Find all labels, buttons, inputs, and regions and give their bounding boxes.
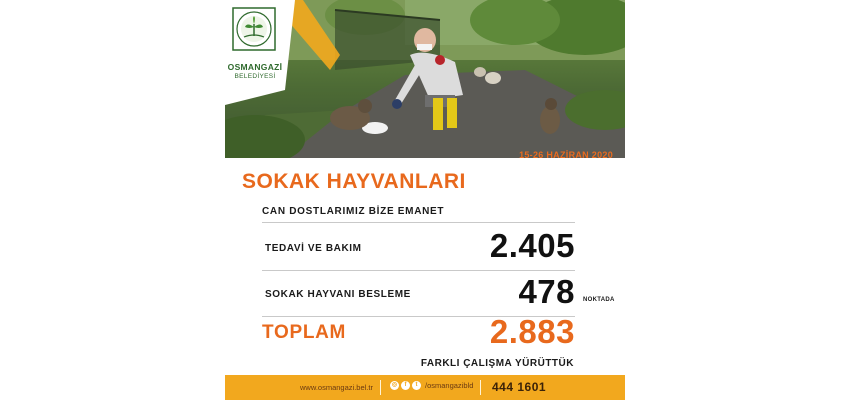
- street-scene-photo: [225, 0, 625, 158]
- date-range: 15-26 HAZİRAN 2020: [519, 150, 613, 160]
- divider: [480, 380, 481, 395]
- footer-bar: [225, 375, 625, 400]
- stat-label-feeding: SOKAK HAYVANI BESLEME: [265, 289, 411, 300]
- logo-line1: OSMANGAZİ: [227, 62, 283, 72]
- logo-line2: BELEDİYESİ: [234, 73, 276, 80]
- header-photo: [225, 0, 625, 158]
- twitter-icon[interactable]: t: [412, 381, 421, 390]
- infographic-card: [225, 0, 625, 400]
- total-label: TOPLAM: [262, 322, 347, 343]
- stat-unit-feeding: NOKTADA: [583, 297, 615, 303]
- social-handle[interactable]: /osmangazibld: [425, 381, 474, 390]
- stat-value-treatment: 2.405: [489, 227, 575, 264]
- facebook-icon[interactable]: f: [401, 381, 410, 390]
- phone-number[interactable]: 444 1601: [492, 380, 547, 394]
- divider: [262, 270, 575, 271]
- municipality-logo: [225, 0, 285, 60]
- activities-note: FARKLI ÇALIŞMA YÜRÜTTÜK: [420, 358, 574, 369]
- stat-value-feeding: 478: [518, 273, 575, 310]
- stat-label-treatment: TEDAVİ VE BAKIM: [265, 243, 362, 254]
- website-link[interactable]: www.osmangazi.bel.tr: [300, 383, 373, 392]
- page-title: SOKAK HAYVANLARI: [242, 170, 466, 193]
- logo-wordmark: [225, 62, 285, 82]
- logo-emblem: [225, 0, 285, 60]
- subtitle: CAN DOSTLARIMIZ BİZE EMANET: [262, 206, 445, 217]
- instagram-icon[interactable]: ◎: [391, 382, 398, 388]
- social-links: [390, 381, 473, 390]
- total-value: 2.883: [489, 313, 575, 350]
- divider: [262, 222, 575, 223]
- divider: [380, 380, 381, 395]
